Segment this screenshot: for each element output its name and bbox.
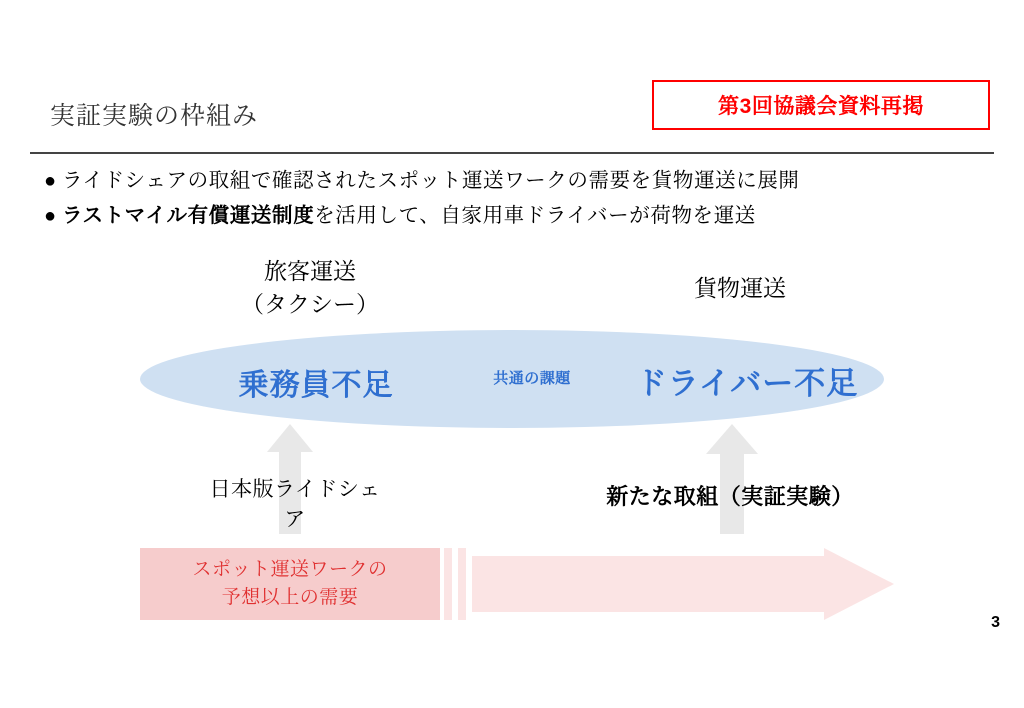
driver-shortage-text: ドライバー不足 <box>635 366 859 401</box>
spot-demand-line2: 予想以上の需要 <box>221 587 359 608</box>
spot-demand-line1: スポット運送ワークの <box>192 559 388 580</box>
passenger-transport-label <box>200 255 420 321</box>
japan-rideshare-label <box>170 475 420 535</box>
japan-rideshare-label-line1: 日本版ライドシェ <box>209 478 381 501</box>
passenger-transport-label-line1: 旅客運送 <box>264 258 356 284</box>
expansion-arrow-icon <box>444 548 894 625</box>
crew-shortage-text: 乗務員不足 <box>238 369 394 402</box>
bullet-text: ライドシェアの取組で確認されたスポット運送ワークの需要を貨物運送に展開 <box>62 169 800 192</box>
right-up-arrow-icon <box>706 424 758 534</box>
bullet-dot-icon: ● <box>44 170 57 192</box>
common-issue-text: 共通の課題 <box>493 370 571 387</box>
bullet-text: ラストマイル有償運送制度を活用して、自家用車ドライバーが荷物を運送 <box>62 204 756 227</box>
bullet-dot-icon: ● <box>44 205 57 227</box>
page-number: 3 <box>991 614 1000 631</box>
spot-demand-box <box>140 548 440 620</box>
new-initiative-label: 新たな取組（実証実験） <box>606 484 854 509</box>
passenger-transport-label-line2: （タクシー） <box>241 291 379 317</box>
spot-demand-box-label <box>192 556 387 612</box>
japan-rideshare-label-line2: ア <box>284 508 306 531</box>
page-title: 実証実験の枠組み <box>50 102 259 130</box>
status-badge-label: 第3回協議会資料再掲 <box>718 95 924 118</box>
freight-transport-label: 貨物運送 <box>694 275 786 301</box>
